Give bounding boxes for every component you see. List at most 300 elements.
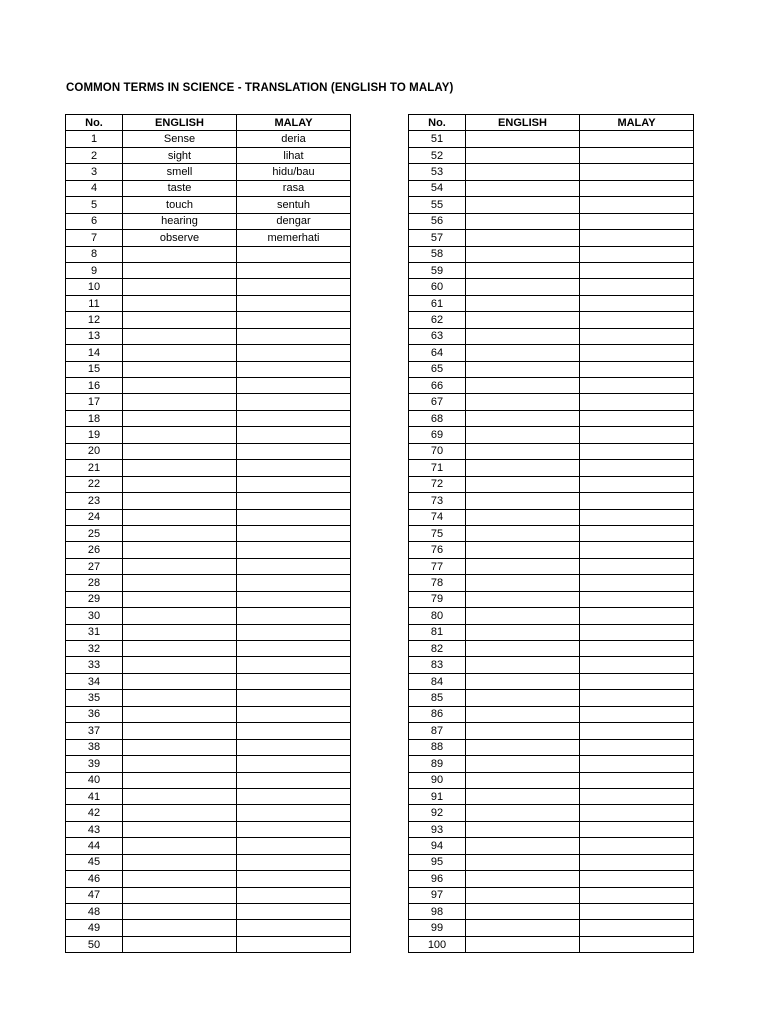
malay-term-cell (237, 262, 351, 278)
malay-term-cell (237, 460, 351, 476)
malay-term-cell (580, 361, 694, 377)
malay-term-cell (580, 147, 694, 163)
table-row (66, 739, 351, 755)
english-term-cell (466, 871, 580, 887)
malay-term-cell (237, 756, 351, 772)
row-number-cell: 6 (66, 213, 123, 229)
table-row (409, 723, 694, 739)
table-row (409, 608, 694, 624)
malay-term-cell (580, 427, 694, 443)
english-term-cell (466, 279, 580, 295)
malay-term-cell: hidu/bau (237, 164, 351, 180)
english-term-cell (466, 936, 580, 952)
table-row (409, 542, 694, 558)
column-header-english: ENGLISH (466, 115, 580, 131)
malay-term-cell (237, 345, 351, 361)
table-row (66, 131, 351, 147)
row-number-cell: 88 (409, 739, 466, 755)
english-term-cell (123, 575, 237, 591)
table-row (409, 871, 694, 887)
row-number-cell: 74 (409, 509, 466, 525)
table-row (66, 476, 351, 492)
malay-term-cell (237, 378, 351, 394)
malay-term-cell (580, 641, 694, 657)
row-number-cell: 58 (409, 246, 466, 262)
malay-term-cell (580, 805, 694, 821)
english-term-cell (466, 920, 580, 936)
english-term-cell (123, 394, 237, 410)
table-row (66, 180, 351, 196)
malay-term-cell: sentuh (237, 197, 351, 213)
english-term-cell (466, 230, 580, 246)
row-number-cell: 59 (409, 262, 466, 278)
row-number-cell: 42 (66, 805, 123, 821)
english-term-cell (466, 213, 580, 229)
malay-term-cell (580, 673, 694, 689)
row-number-cell: 72 (409, 476, 466, 492)
english-term-cell (466, 788, 580, 804)
table-row (66, 756, 351, 772)
english-term-cell (466, 608, 580, 624)
english-term-cell (466, 838, 580, 854)
row-number-cell: 33 (66, 657, 123, 673)
english-term-cell (123, 805, 237, 821)
row-number-cell: 1 (66, 131, 123, 147)
table-row (66, 509, 351, 525)
row-number-cell: 91 (409, 788, 466, 804)
english-term-cell (466, 361, 580, 377)
row-number-cell: 83 (409, 657, 466, 673)
english-term-cell (466, 706, 580, 722)
malay-term-cell (580, 493, 694, 509)
malay-term-cell (580, 772, 694, 788)
row-number-cell: 4 (66, 180, 123, 196)
row-number-cell: 21 (66, 460, 123, 476)
english-term-cell (123, 558, 237, 574)
column-header-no: No. (409, 115, 466, 131)
malay-term-cell (237, 558, 351, 574)
malay-term-cell (580, 394, 694, 410)
row-number-cell: 38 (66, 739, 123, 755)
table-row (409, 706, 694, 722)
table-row (66, 279, 351, 295)
table-row (66, 854, 351, 870)
malay-term-cell (580, 788, 694, 804)
english-term-cell (466, 673, 580, 689)
row-number-cell: 96 (409, 871, 466, 887)
row-number-cell: 34 (66, 673, 123, 689)
malay-term-cell (237, 838, 351, 854)
row-number-cell: 49 (66, 920, 123, 936)
english-term-cell (123, 361, 237, 377)
english-term-cell (123, 739, 237, 755)
malay-term-cell (237, 706, 351, 722)
malay-term-cell (580, 295, 694, 311)
row-number-cell: 81 (409, 624, 466, 640)
row-number-cell: 85 (409, 690, 466, 706)
table-row (409, 575, 694, 591)
row-number-cell: 52 (409, 147, 466, 163)
english-term-cell (466, 427, 580, 443)
row-number-cell: 15 (66, 361, 123, 377)
row-number-cell: 61 (409, 295, 466, 311)
row-number-cell: 43 (66, 821, 123, 837)
english-term-cell (466, 756, 580, 772)
row-number-cell: 84 (409, 673, 466, 689)
english-term-cell (123, 887, 237, 903)
row-number-cell: 92 (409, 805, 466, 821)
table-row (66, 608, 351, 624)
english-term-cell (123, 246, 237, 262)
row-number-cell: 45 (66, 854, 123, 870)
table-row (66, 262, 351, 278)
row-number-cell: 5 (66, 197, 123, 213)
malay-term-cell (237, 887, 351, 903)
english-term-cell (466, 328, 580, 344)
table-row (66, 723, 351, 739)
terms-table-right-body (409, 131, 694, 953)
english-term-cell (466, 312, 580, 328)
row-number-cell: 54 (409, 180, 466, 196)
row-number-cell: 23 (66, 493, 123, 509)
malay-term-cell (237, 443, 351, 459)
english-term-cell (123, 641, 237, 657)
english-term-cell (466, 591, 580, 607)
english-term-cell (123, 591, 237, 607)
malay-term-cell (580, 197, 694, 213)
malay-term-cell (237, 657, 351, 673)
english-term-cell (123, 871, 237, 887)
english-term-cell (123, 920, 237, 936)
document-title: COMMON TERMS IN SCIENCE - TRANSLATION (ENGLISH TO MALAY) (66, 82, 454, 94)
row-number-cell: 12 (66, 312, 123, 328)
row-number-cell: 82 (409, 641, 466, 657)
malay-term-cell (580, 164, 694, 180)
english-term-cell (466, 378, 580, 394)
table-row (66, 657, 351, 673)
table-row (409, 164, 694, 180)
table-row (66, 673, 351, 689)
english-term-cell (466, 147, 580, 163)
column-header-no: No. (66, 115, 123, 131)
english-term-cell: smell (123, 164, 237, 180)
table-row (409, 673, 694, 689)
english-term-cell (123, 312, 237, 328)
english-term-cell (466, 131, 580, 147)
english-term-cell (466, 493, 580, 509)
english-term-cell (123, 427, 237, 443)
table-row (66, 920, 351, 936)
row-number-cell: 62 (409, 312, 466, 328)
malay-term-cell (237, 575, 351, 591)
row-number-cell: 78 (409, 575, 466, 591)
row-number-cell: 14 (66, 345, 123, 361)
table-row (66, 295, 351, 311)
english-term-cell (466, 821, 580, 837)
malay-term-cell (237, 772, 351, 788)
malay-term-cell (580, 443, 694, 459)
english-term-cell (466, 854, 580, 870)
table-row (409, 756, 694, 772)
english-term-cell (123, 525, 237, 541)
row-number-cell: 56 (409, 213, 466, 229)
table-row (409, 147, 694, 163)
malay-term-cell (580, 279, 694, 295)
table-row (409, 887, 694, 903)
row-number-cell: 100 (409, 936, 466, 952)
column-header-malay: MALAY (580, 115, 694, 131)
malay-term-cell (580, 608, 694, 624)
english-term-cell: touch (123, 197, 237, 213)
malay-term-cell (580, 624, 694, 640)
row-number-cell: 9 (66, 262, 123, 278)
english-term-cell: observe (123, 230, 237, 246)
row-number-cell: 77 (409, 558, 466, 574)
malay-term-cell (237, 476, 351, 492)
malay-term-cell (237, 739, 351, 755)
malay-term-cell (580, 706, 694, 722)
row-number-cell: 73 (409, 493, 466, 509)
malay-term-cell (580, 854, 694, 870)
table-row (66, 197, 351, 213)
malay-term-cell (237, 624, 351, 640)
malay-term-cell (580, 739, 694, 755)
malay-term-cell (580, 723, 694, 739)
english-term-cell (466, 525, 580, 541)
row-number-cell: 90 (409, 772, 466, 788)
english-term-cell (466, 641, 580, 657)
english-term-cell: taste (123, 180, 237, 196)
table-row (409, 591, 694, 607)
malay-term-cell: rasa (237, 180, 351, 196)
malay-term-cell: memerhati (237, 230, 351, 246)
table-row (409, 131, 694, 147)
table-row (66, 312, 351, 328)
row-number-cell: 30 (66, 608, 123, 624)
table-row (409, 558, 694, 574)
table-row (66, 328, 351, 344)
table-row (66, 788, 351, 804)
row-number-cell: 99 (409, 920, 466, 936)
malay-term-cell (580, 328, 694, 344)
row-number-cell: 48 (66, 904, 123, 920)
malay-term-cell (580, 920, 694, 936)
malay-term-cell (580, 410, 694, 426)
row-number-cell: 57 (409, 230, 466, 246)
row-number-cell: 8 (66, 246, 123, 262)
malay-term-cell (237, 493, 351, 509)
malay-term-cell (580, 262, 694, 278)
table-row (409, 936, 694, 952)
row-number-cell: 87 (409, 723, 466, 739)
english-term-cell (123, 821, 237, 837)
table-row (409, 328, 694, 344)
english-term-cell (123, 509, 237, 525)
table-row (409, 624, 694, 640)
english-term-cell (466, 460, 580, 476)
english-term-cell (123, 345, 237, 361)
english-term-cell (466, 476, 580, 492)
table-row (66, 246, 351, 262)
english-term-cell: hearing (123, 213, 237, 229)
table-row (409, 493, 694, 509)
table-row (409, 772, 694, 788)
table-row (66, 706, 351, 722)
row-number-cell: 55 (409, 197, 466, 213)
table-header-row (66, 115, 351, 131)
row-number-cell: 95 (409, 854, 466, 870)
row-number-cell: 60 (409, 279, 466, 295)
english-term-cell (466, 443, 580, 459)
english-term-cell (123, 673, 237, 689)
english-term-cell: sight (123, 147, 237, 163)
table-row (409, 739, 694, 755)
english-term-cell (123, 936, 237, 952)
row-number-cell: 44 (66, 838, 123, 854)
row-number-cell: 86 (409, 706, 466, 722)
english-term-cell (466, 345, 580, 361)
english-term-cell (466, 509, 580, 525)
column-header-malay: MALAY (237, 115, 351, 131)
table-row (409, 476, 694, 492)
english-term-cell: Sense (123, 131, 237, 147)
row-number-cell: 3 (66, 164, 123, 180)
malay-term-cell (237, 246, 351, 262)
row-number-cell: 98 (409, 904, 466, 920)
english-term-cell (123, 854, 237, 870)
malay-term-cell (580, 476, 694, 492)
malay-term-cell (580, 821, 694, 837)
malay-term-cell (237, 673, 351, 689)
malay-term-cell (237, 854, 351, 870)
table-row (409, 361, 694, 377)
row-number-cell: 27 (66, 558, 123, 574)
row-number-cell: 94 (409, 838, 466, 854)
malay-term-cell (580, 131, 694, 147)
table-row (66, 230, 351, 246)
row-number-cell: 2 (66, 147, 123, 163)
table-row (66, 887, 351, 903)
malay-term-cell (580, 558, 694, 574)
english-term-cell (466, 197, 580, 213)
malay-term-cell (237, 871, 351, 887)
malay-term-cell (237, 361, 351, 377)
english-term-cell (123, 706, 237, 722)
malay-term-cell (237, 427, 351, 443)
table-row (409, 509, 694, 525)
row-number-cell: 75 (409, 525, 466, 541)
row-number-cell: 31 (66, 624, 123, 640)
malay-term-cell: deria (237, 131, 351, 147)
table-row (66, 213, 351, 229)
row-number-cell: 13 (66, 328, 123, 344)
malay-term-cell (237, 904, 351, 920)
english-term-cell (466, 295, 580, 311)
table-header-row (409, 115, 694, 131)
table-row (66, 821, 351, 837)
table-row (66, 542, 351, 558)
row-number-cell: 20 (66, 443, 123, 459)
malay-term-cell (237, 295, 351, 311)
malay-term-cell (580, 312, 694, 328)
table-row (66, 591, 351, 607)
malay-term-cell (580, 378, 694, 394)
table-row (409, 657, 694, 673)
table-row (409, 854, 694, 870)
malay-term-cell (237, 328, 351, 344)
table-row (409, 904, 694, 920)
english-term-cell (466, 410, 580, 426)
malay-term-cell (580, 756, 694, 772)
table-row (409, 460, 694, 476)
row-number-cell: 65 (409, 361, 466, 377)
table-row (66, 871, 351, 887)
row-number-cell: 25 (66, 525, 123, 541)
malay-term-cell (580, 525, 694, 541)
english-term-cell (123, 460, 237, 476)
terms-table-left (65, 114, 351, 953)
table-row (66, 460, 351, 476)
english-term-cell (466, 558, 580, 574)
row-number-cell: 11 (66, 295, 123, 311)
table-row (66, 410, 351, 426)
row-number-cell: 70 (409, 443, 466, 459)
table-row (66, 624, 351, 640)
table-row (409, 279, 694, 295)
row-number-cell: 39 (66, 756, 123, 772)
malay-term-cell (237, 920, 351, 936)
terms-table-left-body (66, 131, 351, 953)
malay-term-cell (580, 345, 694, 361)
english-term-cell (123, 443, 237, 459)
malay-term-cell (237, 936, 351, 952)
table-row (66, 641, 351, 657)
table-row (409, 805, 694, 821)
malay-term-cell (580, 575, 694, 591)
row-number-cell: 71 (409, 460, 466, 476)
malay-term-cell (580, 838, 694, 854)
table-row (409, 345, 694, 361)
malay-term-cell (237, 509, 351, 525)
table-row (409, 838, 694, 854)
row-number-cell: 76 (409, 542, 466, 558)
row-number-cell: 24 (66, 509, 123, 525)
table-row (66, 772, 351, 788)
row-number-cell: 40 (66, 772, 123, 788)
english-term-cell (123, 328, 237, 344)
table-row (409, 295, 694, 311)
table-row (66, 394, 351, 410)
malay-term-cell (237, 394, 351, 410)
table-row (66, 345, 351, 361)
malay-term-cell (237, 542, 351, 558)
table-row (409, 410, 694, 426)
row-number-cell: 10 (66, 279, 123, 295)
english-term-cell (466, 887, 580, 903)
row-number-cell: 50 (66, 936, 123, 952)
english-term-cell (466, 624, 580, 640)
row-number-cell: 29 (66, 591, 123, 607)
malay-term-cell (237, 805, 351, 821)
row-number-cell: 79 (409, 591, 466, 607)
malay-term-cell (237, 821, 351, 837)
english-term-cell (466, 575, 580, 591)
english-term-cell (466, 164, 580, 180)
english-term-cell (466, 772, 580, 788)
malay-term-cell (237, 690, 351, 706)
malay-term-cell (237, 279, 351, 295)
malay-term-cell (580, 657, 694, 673)
